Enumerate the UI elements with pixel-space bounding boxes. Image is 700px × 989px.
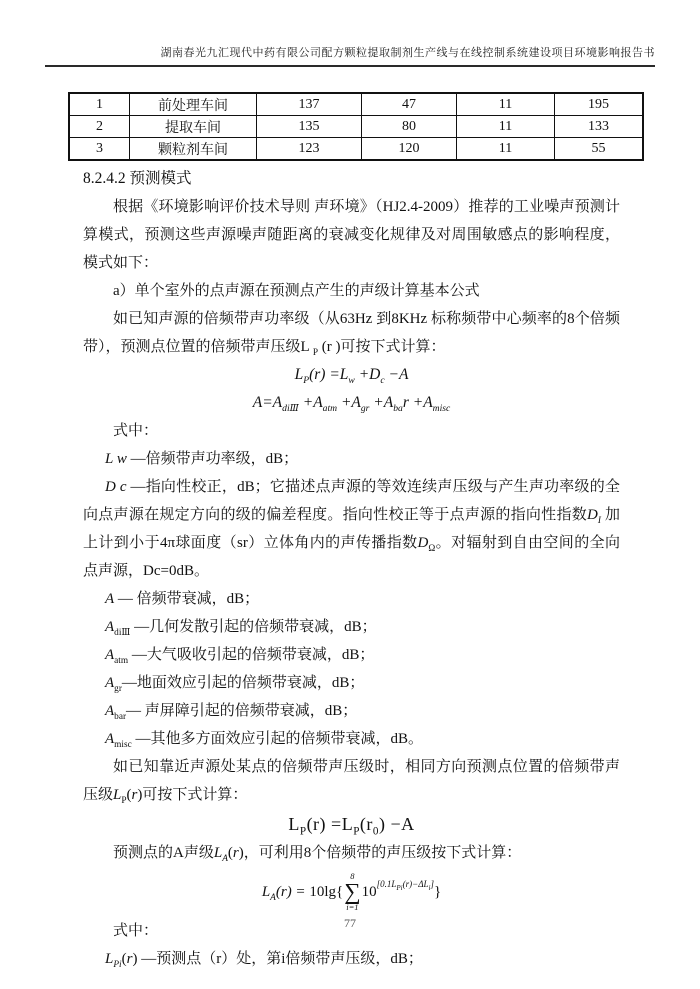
table-cell: 前处理车间 <box>130 93 257 116</box>
table-cell: 137 <box>257 93 362 116</box>
formula-lp-r0: $L_P(r) =L_P(r_0) -A$ <box>288 814 415 838</box>
header-title: 湖南春光九汇现代中药有限公司配方颗粒提取制剂生产线与在线控制系统建设项目环境影响报告书 <box>160 47 655 59</box>
table-cell: 2 <box>69 116 130 138</box>
definition-lpi: $L_{Pi}(r)$ —预测点（r）处，第i倍频带声压级，dB； <box>105 951 423 970</box>
page-number: 77 <box>344 916 356 930</box>
table-row <box>69 93 643 116</box>
formula-la-rhs: 10[0.1LPi(r)−ΔLi]} <box>361 879 442 900</box>
definition-adiv: $A_{diⅢ}$ —几何发散引起的倍频带衰减，dB； <box>105 619 377 638</box>
definition-aatm: $A_{atm}$ —大气吸收引起的倍频带衰减，dB； <box>105 647 375 666</box>
definition-agr: $A_{gr}—$地面效应引起的倍频带衰减，dB； <box>105 675 365 694</box>
table-cell: 195 <box>555 93 644 116</box>
list-item-a: a）单个室外的点声源在预测点产生的声级计算基本公式 <box>113 283 480 299</box>
table-cell: 47 <box>362 93 457 116</box>
where-label: 式中： <box>113 423 159 439</box>
table-cell: 提取车间 <box>130 116 257 138</box>
table-cell: 颗粒剂车间 <box>130 138 257 161</box>
paragraph-a-level: 预测点的A声级$L_A(r)$，可利用8个倍频带的声压级按下式计算： <box>113 845 522 864</box>
table-cell: 120 <box>362 138 457 161</box>
page-header <box>45 0 655 67</box>
workshop-noise-table <box>68 92 644 161</box>
formula-la-sum <box>83 867 620 917</box>
table-cell: 55 <box>555 138 644 161</box>
definition-abar: $A_{bar}—$ 声屏障引起的倍频带衰减，dB； <box>105 703 358 722</box>
formula-la-lhs: $L_A(r) = 10\lg${ <box>261 884 344 903</box>
sigma-symbol <box>344 872 360 912</box>
table-cell: 11 <box>457 93 555 116</box>
formula-lp: $L_P(r) =L_w +D_c -A$ <box>294 366 409 387</box>
paragraph-known-power-level: 如已知声源的倍频带声功率级（从63Hz 到8KHz 标称频带中心频率的8个倍频带），预测点位置的倍频带声压级L $_P$ (r )可按下式计算： <box>83 311 620 358</box>
definition-lw: L w —倍频带声功率级，dB； <box>105 451 299 467</box>
table-row <box>69 116 643 138</box>
table-row <box>69 138 643 161</box>
definition-dc: D c —指向性校正，dB；它描述点声源的等效连续声压级与产生声功率级的全向点声源在规定方向的级的偏差程度。指向性校正等于点声源的指向性指数$D_I$ 加上计到小于4π球面度（sr）立体角内的声传播指数$D_\Omega$。对辐射到自由空间的全向点声源，Dc=0dB。 <box>83 479 620 579</box>
table-cell: 3 <box>69 138 130 161</box>
table-cell: 11 <box>457 116 555 138</box>
sigma-lower-limit: i=1 <box>346 902 359 912</box>
definition-amisc: $A_{misc}$ —其他多方面效应引起的倍频带衰减，dB。 <box>105 731 423 750</box>
sigma-upper-limit: 8 <box>350 871 355 881</box>
sigma-glyph: ∑ <box>344 879 361 904</box>
table-cell: 11 <box>457 138 555 161</box>
table-cell: 135 <box>257 116 362 138</box>
paragraph-near-source: 如已知靠近声源处某点的倍频带声压级时，相同方向预测点位置的倍频带声压级$L_P(r)$可按下式计算： <box>83 759 620 806</box>
section-heading: 8.2.4.2 预测模式 <box>83 170 192 187</box>
document-body <box>83 92 620 973</box>
table-cell: 80 <box>362 116 457 138</box>
formula-attenuation: $A=A_{diⅢ} +A_{atm} +A_{gr} +A_{ba}r +A_{misc}$ <box>252 394 451 415</box>
definition-a: A — 倍频带衰减，dB； <box>105 591 260 607</box>
table-cell: 123 <box>257 138 362 161</box>
table-cell: 133 <box>555 116 644 138</box>
paragraph-intro: 根据《环境影响评价技术导则 声环境》（HJ2.4-2009）推荐的工业噪声预测计算模式，预测这些声源噪声随距离的衰减变化规律及对周围敏感点的影响程度，模式如下： <box>83 199 620 271</box>
table-cell: 1 <box>69 93 130 116</box>
where-label-2: 式中： <box>113 923 159 939</box>
